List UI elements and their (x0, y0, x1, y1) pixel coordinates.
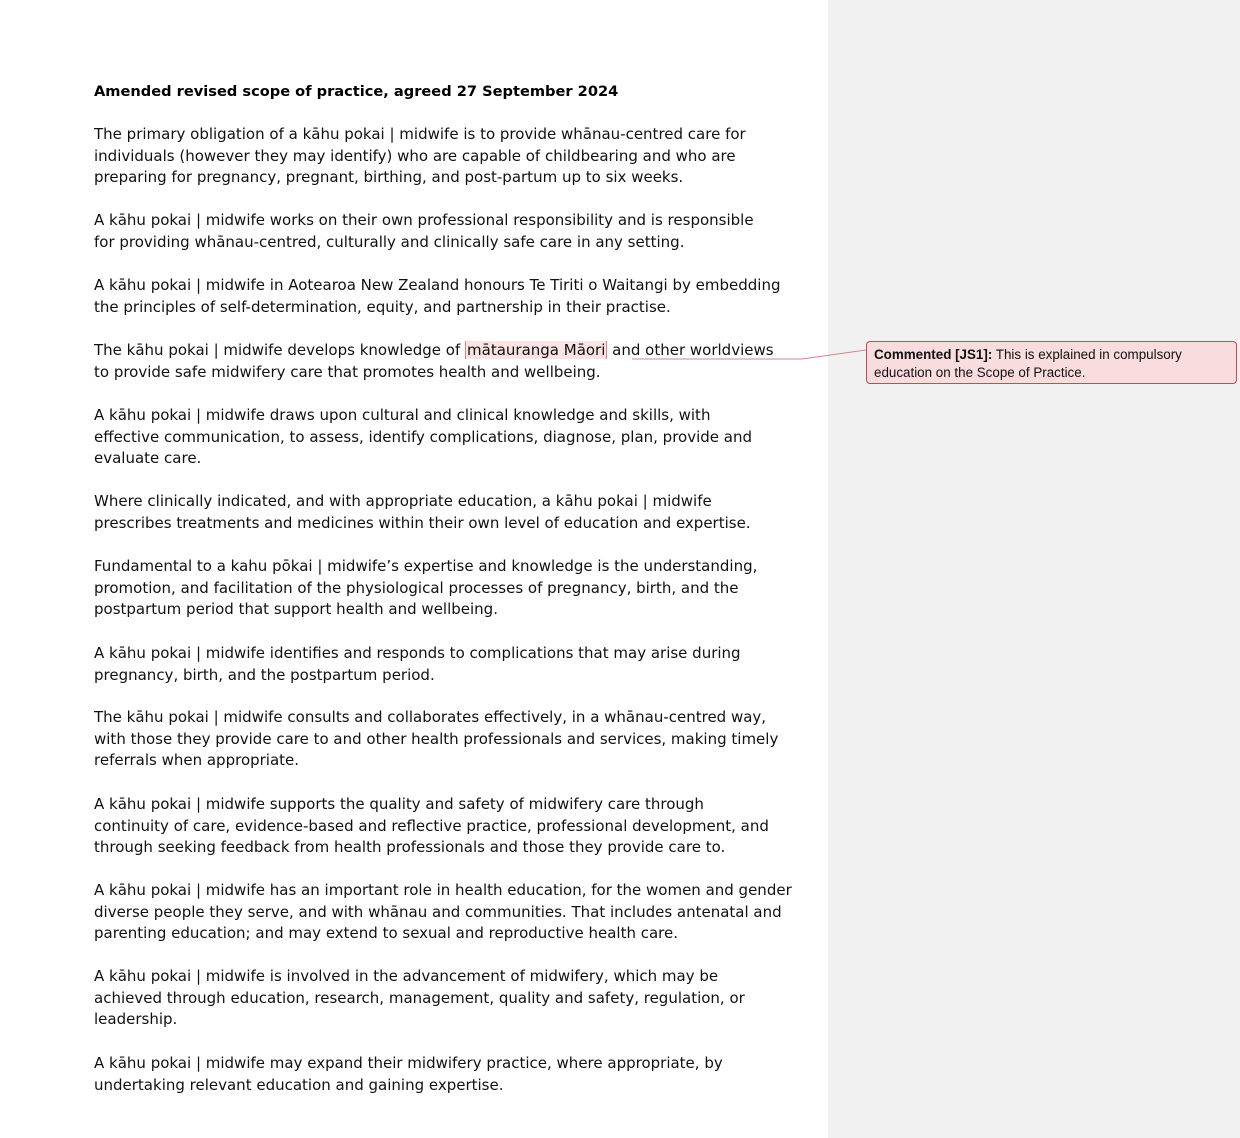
text-line: A kāhu pokai | midwife identifies and responds to complications that may arise during (94, 644, 741, 662)
paragraph (94, 966, 824, 1031)
comment-pane (828, 0, 1240, 1138)
text-line: to provide safe midwifery care that promotes health and wellbeing. (94, 362, 601, 381)
text-line: the principles of self-determination, equity, and partnership in their practise. (94, 297, 671, 316)
comment-balloon[interactable] (866, 341, 1237, 384)
text-line: promotion, and facilitation of the physiological processes of pregnancy, birth, and the (94, 578, 739, 597)
text-line: A kāhu pokai | midwife works on their own professional responsibility and is responsible (94, 211, 754, 229)
paragraph (94, 275, 824, 318)
text-line: continuity of care, evidence-based and reflective practice, professional development, and (94, 816, 769, 835)
paragraph (94, 794, 824, 859)
text-segment: The kāhu pokai | midwife develops knowledge of (94, 341, 466, 359)
text-line: effective communication, to assess, identify complications, diagnose, plan, provide and (94, 427, 753, 446)
text-line: A kāhu pokai | midwife is involved in the advancement of midwifery, which may be (94, 967, 719, 985)
text-line: prescribes treatments and medicines within their own level of education and expertise. (94, 513, 751, 532)
text-line: individuals (however they may identify) who are capable of childbearing and who are (94, 146, 736, 165)
paragraph (94, 707, 824, 772)
text-line: A kāhu pokai | midwife has an important role in health education, for the women and gender (94, 881, 792, 899)
text-line: The kāhu pokai | midwife consults and collaborates effectively, in a whānau-centred way, (94, 708, 767, 726)
text-line: through seeking feedback from health professionals and those they provide care to. (94, 838, 726, 857)
text-line: A kāhu pokai | midwife may expand their midwifery practice, where appropriate, by (94, 1054, 723, 1072)
paragraph (94, 405, 824, 470)
comment-text: education on the Scope of Practice. (874, 364, 1086, 380)
text-line: A kāhu pokai | midwife draws upon cultural and clinical knowledge and skills, with (94, 406, 711, 424)
text-segment: and other worldviews (607, 341, 774, 359)
text-line: achieved through education, research, management, quality and safety, regulation, or (94, 988, 745, 1007)
comment-author-label: Commented [JS1]: (874, 347, 993, 362)
text-line: A kāhu pokai | midwife in Aotearoa New Zealand honours Te Tiriti o Waitangi by embedding (94, 276, 781, 294)
text-line: preparing for pregnancy, pregnant, birthing, and post-partum up to six weeks. (94, 168, 684, 187)
document-title: Amended revised scope of practice, agreed 27 September 2024 (94, 83, 619, 100)
text-line: The primary obligation of a kāhu pokai | midwife is to provide whānau-centred care for (94, 125, 746, 143)
text-line (94, 340, 824, 362)
text-line: for providing whānau-centred, culturally and clinically safe care in any setting. (94, 232, 685, 251)
paragraph (94, 1053, 824, 1096)
paragraph (94, 124, 824, 189)
text-line: undertaking relevant education and gaining expertise. (94, 1075, 504, 1094)
comment-text: This is explained in compulsory (995, 347, 1182, 362)
text-line: parenting education; and may extend to sexual and reproductive health care. (94, 924, 678, 943)
text-line: postpartum period that support health and wellbeing. (94, 600, 498, 619)
text-line: A kāhu pokai | midwife supports the quality and safety of midwifery care through (94, 795, 704, 813)
paragraph (94, 556, 824, 621)
commented-text-highlight[interactable]: mātauranga Māori (467, 341, 606, 359)
text-line: diverse people they serve, and with whānau and communities. That includes antenatal and (94, 902, 782, 921)
paragraph (94, 880, 824, 945)
text-line: evaluate care. (94, 449, 202, 468)
text-line: Where clinically indicated, and with appropriate education, a kāhu pokai | midwife (94, 492, 712, 510)
text-line: pregnancy, birth, and the postpartum period. (94, 665, 435, 684)
paragraph-with-comment (94, 340, 824, 383)
text-line: Fundamental to a kahu pōkai | midwife’s expertise and knowledge is the understanding, (94, 557, 758, 575)
text-line: referrals when appropriate. (94, 751, 300, 770)
comment-line (874, 346, 1229, 364)
paragraph (94, 491, 824, 534)
text-line: leadership. (94, 1010, 178, 1029)
paragraph (94, 643, 824, 686)
text-line: with those they provide care to and other health professionals and services, making timely (94, 729, 779, 748)
paragraph (94, 210, 824, 253)
